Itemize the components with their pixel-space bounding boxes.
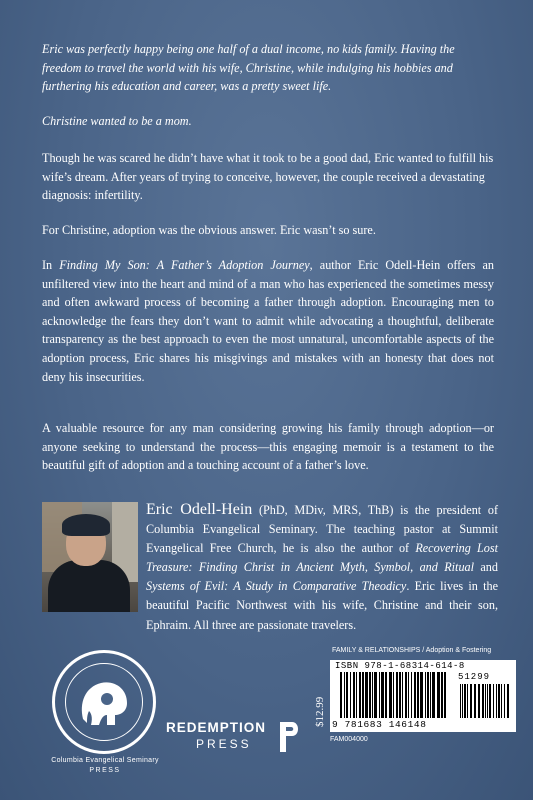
author-name: Eric Odell-Hein <box>146 501 253 518</box>
barcode <box>330 660 516 732</box>
blurb-paragraph-6: A valuable resource for any man considering growing his family through adoption—or anyone seeking to understand the process—this engaging memoir is a testament to the beautiful gift of adoption and a touching account of a father’s love. <box>42 421 494 473</box>
seal-name: Columbia Evangelical Seminary <box>51 757 159 764</box>
addon-digits: 51299 <box>458 672 491 682</box>
price: $12.99 <box>314 696 326 727</box>
publisher-mark-icon <box>278 720 302 754</box>
publisher-logo <box>166 720 306 760</box>
author-photo <box>42 502 138 612</box>
blurb-p5-intro: In <box>42 258 60 272</box>
publisher-line1: REDEMPTION <box>166 720 267 735</box>
publisher-line2: PRESS <box>196 737 252 751</box>
ean-digits: 9 781683 146148 <box>332 719 427 730</box>
seal-press: PRESS <box>89 767 121 774</box>
seal-emblem-icon <box>55 653 153 751</box>
author-book-2: Systems of Evil: A Study in Comparative Theodicy <box>146 579 407 594</box>
bisac-category: FAMILY & RELATIONSHIPS / Adoption & Fostering <box>332 647 492 654</box>
author-book-1: Recovering Lost Treasure: Finding Christ in Ancient Myth, Symbol, and Ritual <box>146 541 499 575</box>
blurb-paragraph-5 <box>42 256 494 386</box>
blurb-paragraph-4: For Christine, adoption was the obvious answer. Eric wasn’t so sure. <box>42 223 376 237</box>
seminary-seal-logo <box>52 650 156 754</box>
author-bio <box>146 500 498 635</box>
blurb-paragraph-3: Though he was scared he didn’t have what it took to be a good dad, Eric wanted to fulfill his wife’s dream. After years of trying to conceive, however, the couple received a devastating diagnosis: infertility. <box>42 151 494 203</box>
author-bio-text-2: . Eric lives in the beautiful Pacific Northwest with his wife, Christine and their son, Ephraim. All three are passionate travelers. <box>146 579 499 632</box>
book-title: Finding My Son: A Father’s Adoption Journey <box>59 258 310 272</box>
blurb-paragraph-2: Christine wanted to be a mom. <box>42 114 192 128</box>
product-code: FAM004000 <box>330 736 368 743</box>
isbn-text: ISBN 978-1-68314-614-8 <box>335 661 465 671</box>
author-bio-text-1: (PhD, MDiv, MRS, ThB) is the president of Columbia Evangelical Seminary. The teaching pastor at Summit Evangelical Free Church, he is also the author of <box>146 503 499 556</box>
blurb-paragraph-1: Eric was perfectly happy being one half of a dual income, no kids family. Having the freedom to travel the world with his wife, Christine, while indulging his hobbies and furthering his education and career, was a pretty sweet life. <box>42 42 455 94</box>
blurb-p5-rest: , author Eric Odell-Hein offers an unfiltered view into the heart and mind of a man who has experienced the sometimes messy and often awkward process of becoming a father through adoption. Encouraging men to acknowledge the fears they don’t want to admit while advocating a thoughtful, deliberate transparency as the best approach to even the most unnatural, uncomfortable aspects of the adoption process, Eric shares his misgivings and mistakes with an honesty that does not deny his insecurities. <box>42 258 494 384</box>
author-bio-and: and <box>474 560 498 575</box>
